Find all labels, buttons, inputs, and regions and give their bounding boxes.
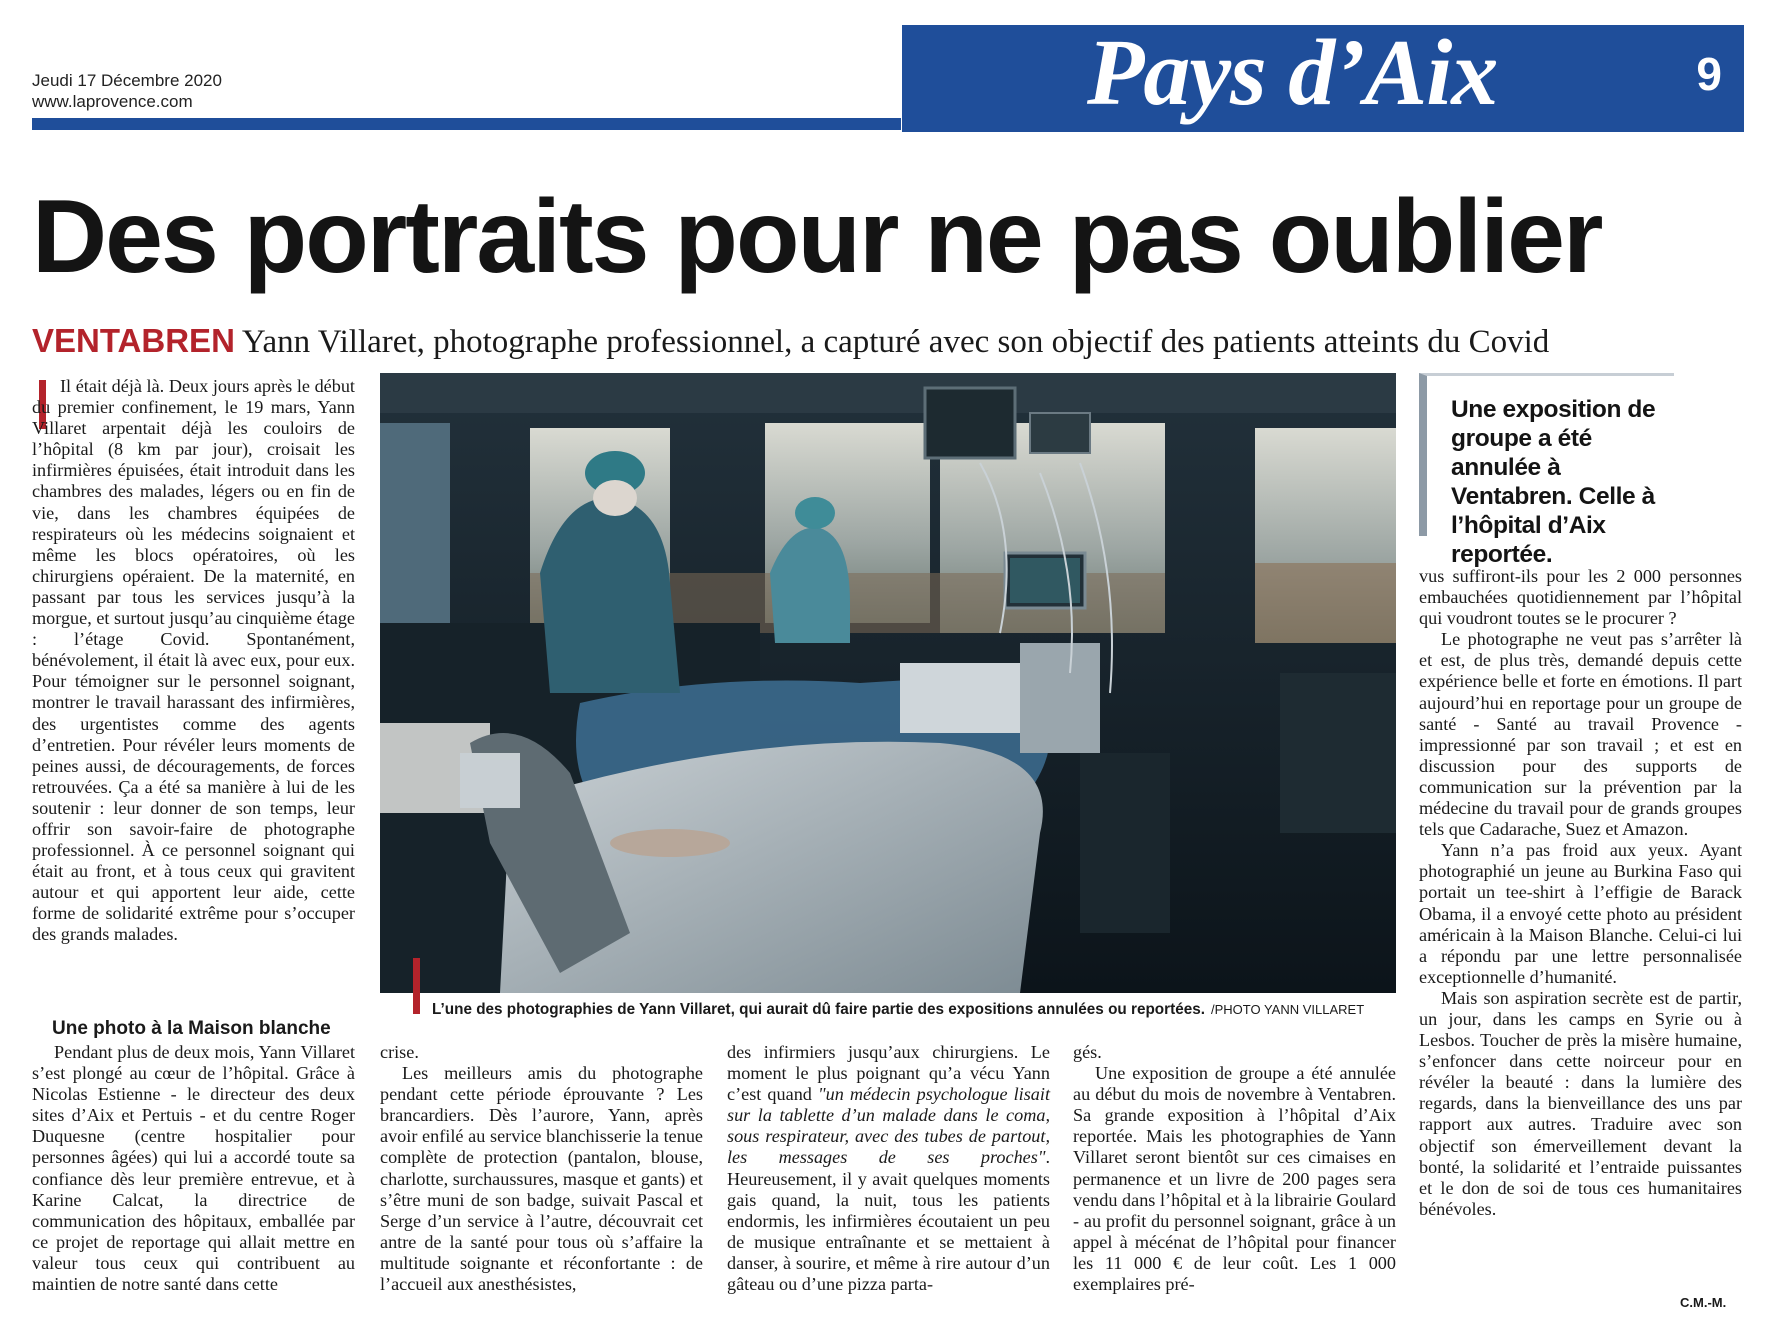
paragraph: crise. — [380, 1042, 419, 1062]
article-col3 — [727, 1042, 1050, 1295]
article-col4 — [1073, 1042, 1396, 1295]
author-signature: C.M.-M. — [1680, 1295, 1727, 1310]
pull-quote-text: Une exposition de groupe a été annulée à Ventabren. Celle à l’hôpital d’Aix reportée. — [1451, 396, 1656, 568]
intertitle: Une photo à la Maison blanche — [52, 1018, 331, 1039]
article-col5 — [1419, 566, 1742, 1220]
paragraph: Une exposition de groupe a été annulée au début du mois de novembre à Ventabren. Sa grande exposition à l’hôpital d’Aix reportée. Mais les photographies de Yann Villaret seront bientôt sur ces cimaises en permanence et un livre de 200 pages sera vendu dans l’hôpital et à la librairie Goulard - au profit du personnel soignant, grâce à un appel à mécénat de l’hôpital pour financer les 11 000 € de leur coût. Les 1 000 exemplaires pré- — [1073, 1063, 1396, 1295]
headline: Des portraits pour ne pas oublier — [32, 179, 1602, 295]
paragraph: Yann n’a pas froid aux yeux. Ayant photographié un jeune au Burkina Faso qui portait un tee-shirt à l’effigie de Barack Obama, il a envoyé cette photo au président américain à la Maison Blanche. Celui-ci lui a répondu par une lettre personnalisée exceptionnelle d’humanité. — [1419, 840, 1742, 987]
paragraph-intro: Il était déjà là. Deux jours après le début du premier confinement, le 19 mars, Yann Villaret arpentait déjà les couloirs de l’hôpital (8 km par jour), croisait les infirmières épuisées, était introduit dans les chambres des malades, légers ou en fin de vie, dans les chambres équipées de respirateurs où les médecins soignaient et même les blocs opératoires, où les chirurgiens opéraient. De la maternité, en passant par tous les services jusqu’à la morgue, et surtout jusqu’au cinquième étage : l’étage Covid. Spontanément, bénévolement, il était là avec eux, pour eux. Pour témoigner sur le personnel soignant, montrer le travail harassant des infirmières, des urgentistes comme des agents d’entretien. Pour révéler leurs moments de peines aussi, de découragements, de forces retrouvées. Ça a été sa manière à lui de les soutenir : leur donner de son temps, leur offrir son savoir-faire de photographe professionnel. À ce personnel soignant qui était au front, et à tous ceux qui gravitent autour et qui apportent leur aide, cette forme de solidarité extrême pour s’occuper des grands malades. — [32, 376, 355, 945]
text-run: des infirmiers jusqu’aux chirurgiens. Le moment le plus poignant qu’a vécu Yann c’est quand — [727, 1042, 1050, 1105]
paragraph — [727, 1042, 1050, 1295]
article-col1-bottom — [32, 1042, 355, 1295]
website-link[interactable]: www.laprovence.com — [32, 92, 193, 111]
paragraph: Le photographe ne veut pas s’arrêter là et est, de plus très, demandé depuis cette expérience belle et forte en émotions. Il part aujourd’hui en reportage pour un groupe de santé - Santé au travail Provence - impressionné par son travail ; et est en discussion pour des supports de communication sur la prévention par la médecine du travail pour de grands groupes tels que Cadarache, Suez et Amazon. — [1419, 629, 1742, 840]
header-rule — [32, 118, 901, 130]
text-run: . Heureusement, il y avait quelques moments gais quand, la nuit, tous les patients endormis, les infirmières écoutaient un peu de musique entraînante et se mettaient à danser, à sourire, et même à rire autour d’un gâteau ou d’une pizza parta- — [727, 1147, 1050, 1295]
article-col2 — [380, 1042, 703, 1295]
header-meta — [32, 70, 222, 112]
paragraph: gés. — [1073, 1042, 1102, 1062]
photo-caption — [432, 1001, 1397, 1019]
caption-marker — [413, 958, 420, 1014]
paragraph: Pendant plus de deux mois, Yann Villaret s’est plongé au cœur de l’hôpital. Grâce à Nicolas Estienne - le directeur des deux sites d’Aix et Pertuis - et du centre Roger Duquesne (centre hospitalier pour personnes âgées) qui lui a accordé toute sa confiance dès leur première entrevue, et à Karine Calcat, la directrice de communication des hôpitaux, emballée par ce projet de reportage qui allait mettre en valeur tous ceux qui contribuent au maintien de notre santé dans cette — [32, 1042, 355, 1295]
page-number: 9 — [1696, 48, 1722, 100]
kicker-ventabren: VENTABREN — [32, 322, 235, 359]
publication-date: Jeudi 17 Décembre 2020 — [32, 71, 222, 90]
photo-credit: /PHOTO YANN VILLARET — [1210, 1002, 1365, 1017]
caption-text: L’une des photographies de Yann Villaret, qui aurait dû faire partie des expositions annulées ou reportées. — [432, 1001, 1205, 1018]
paragraph: Mais son aspiration secrète est de partir, un jour, dans les camps en Syrie ou à Lesbos. Toucher de près la misère humaine, s’enfoncer dans cette noirceur pour en révéler la beauté : dans la lumière des regards, dans la bienveillance des uns par rapport aux autres. Traduire avec son objectif son émerveillement devant la bonté, la solidarité et l’entraide puissantes et le don de soi de tous ces humanitaires bénévoles. — [1419, 987, 1742, 1219]
section-band — [902, 21, 1744, 132]
paragraph: vus suffiront-ils pour les 2 000 personnes embauchées quotidiennement par l’hôpital qui voudront toutes se le procurer ? — [1419, 566, 1742, 629]
subhead-text: Yann Villaret, photographe professionnel, a capturé avec son objectif des patients atteints du Covid — [234, 324, 1550, 360]
article-col1-top — [32, 376, 355, 946]
quote-run: "un médecin psychologue lisait sur la tablette d’un malade dans le coma, sous respirateur, avec des tubes de partout, les messages de ses proches" — [727, 1084, 1050, 1168]
paragraph: Les meilleurs amis du photographe pendant cette période éprouvante ? Les brancardiers. Dès l’aurore, Yann, après avoir enfilé au service blanchisserie la tenue complète de protection (pantalon, blouse, charlotte, surchaussures, masque et gants) et s’être muni de son badge, suivait Pascal et Serge d’un service à l’autre, découvrait cet antre de la santé pour tous où s’affaire la multitude soignante et réconfortante : de l’accueil aux anesthésistes, — [380, 1063, 703, 1295]
section-title: Pays d’Aix — [1087, 21, 1498, 125]
hospital-photo — [380, 373, 1396, 993]
pull-quote — [1419, 373, 1674, 568]
photo-illustration — [380, 373, 1396, 993]
subhead — [32, 321, 1747, 362]
